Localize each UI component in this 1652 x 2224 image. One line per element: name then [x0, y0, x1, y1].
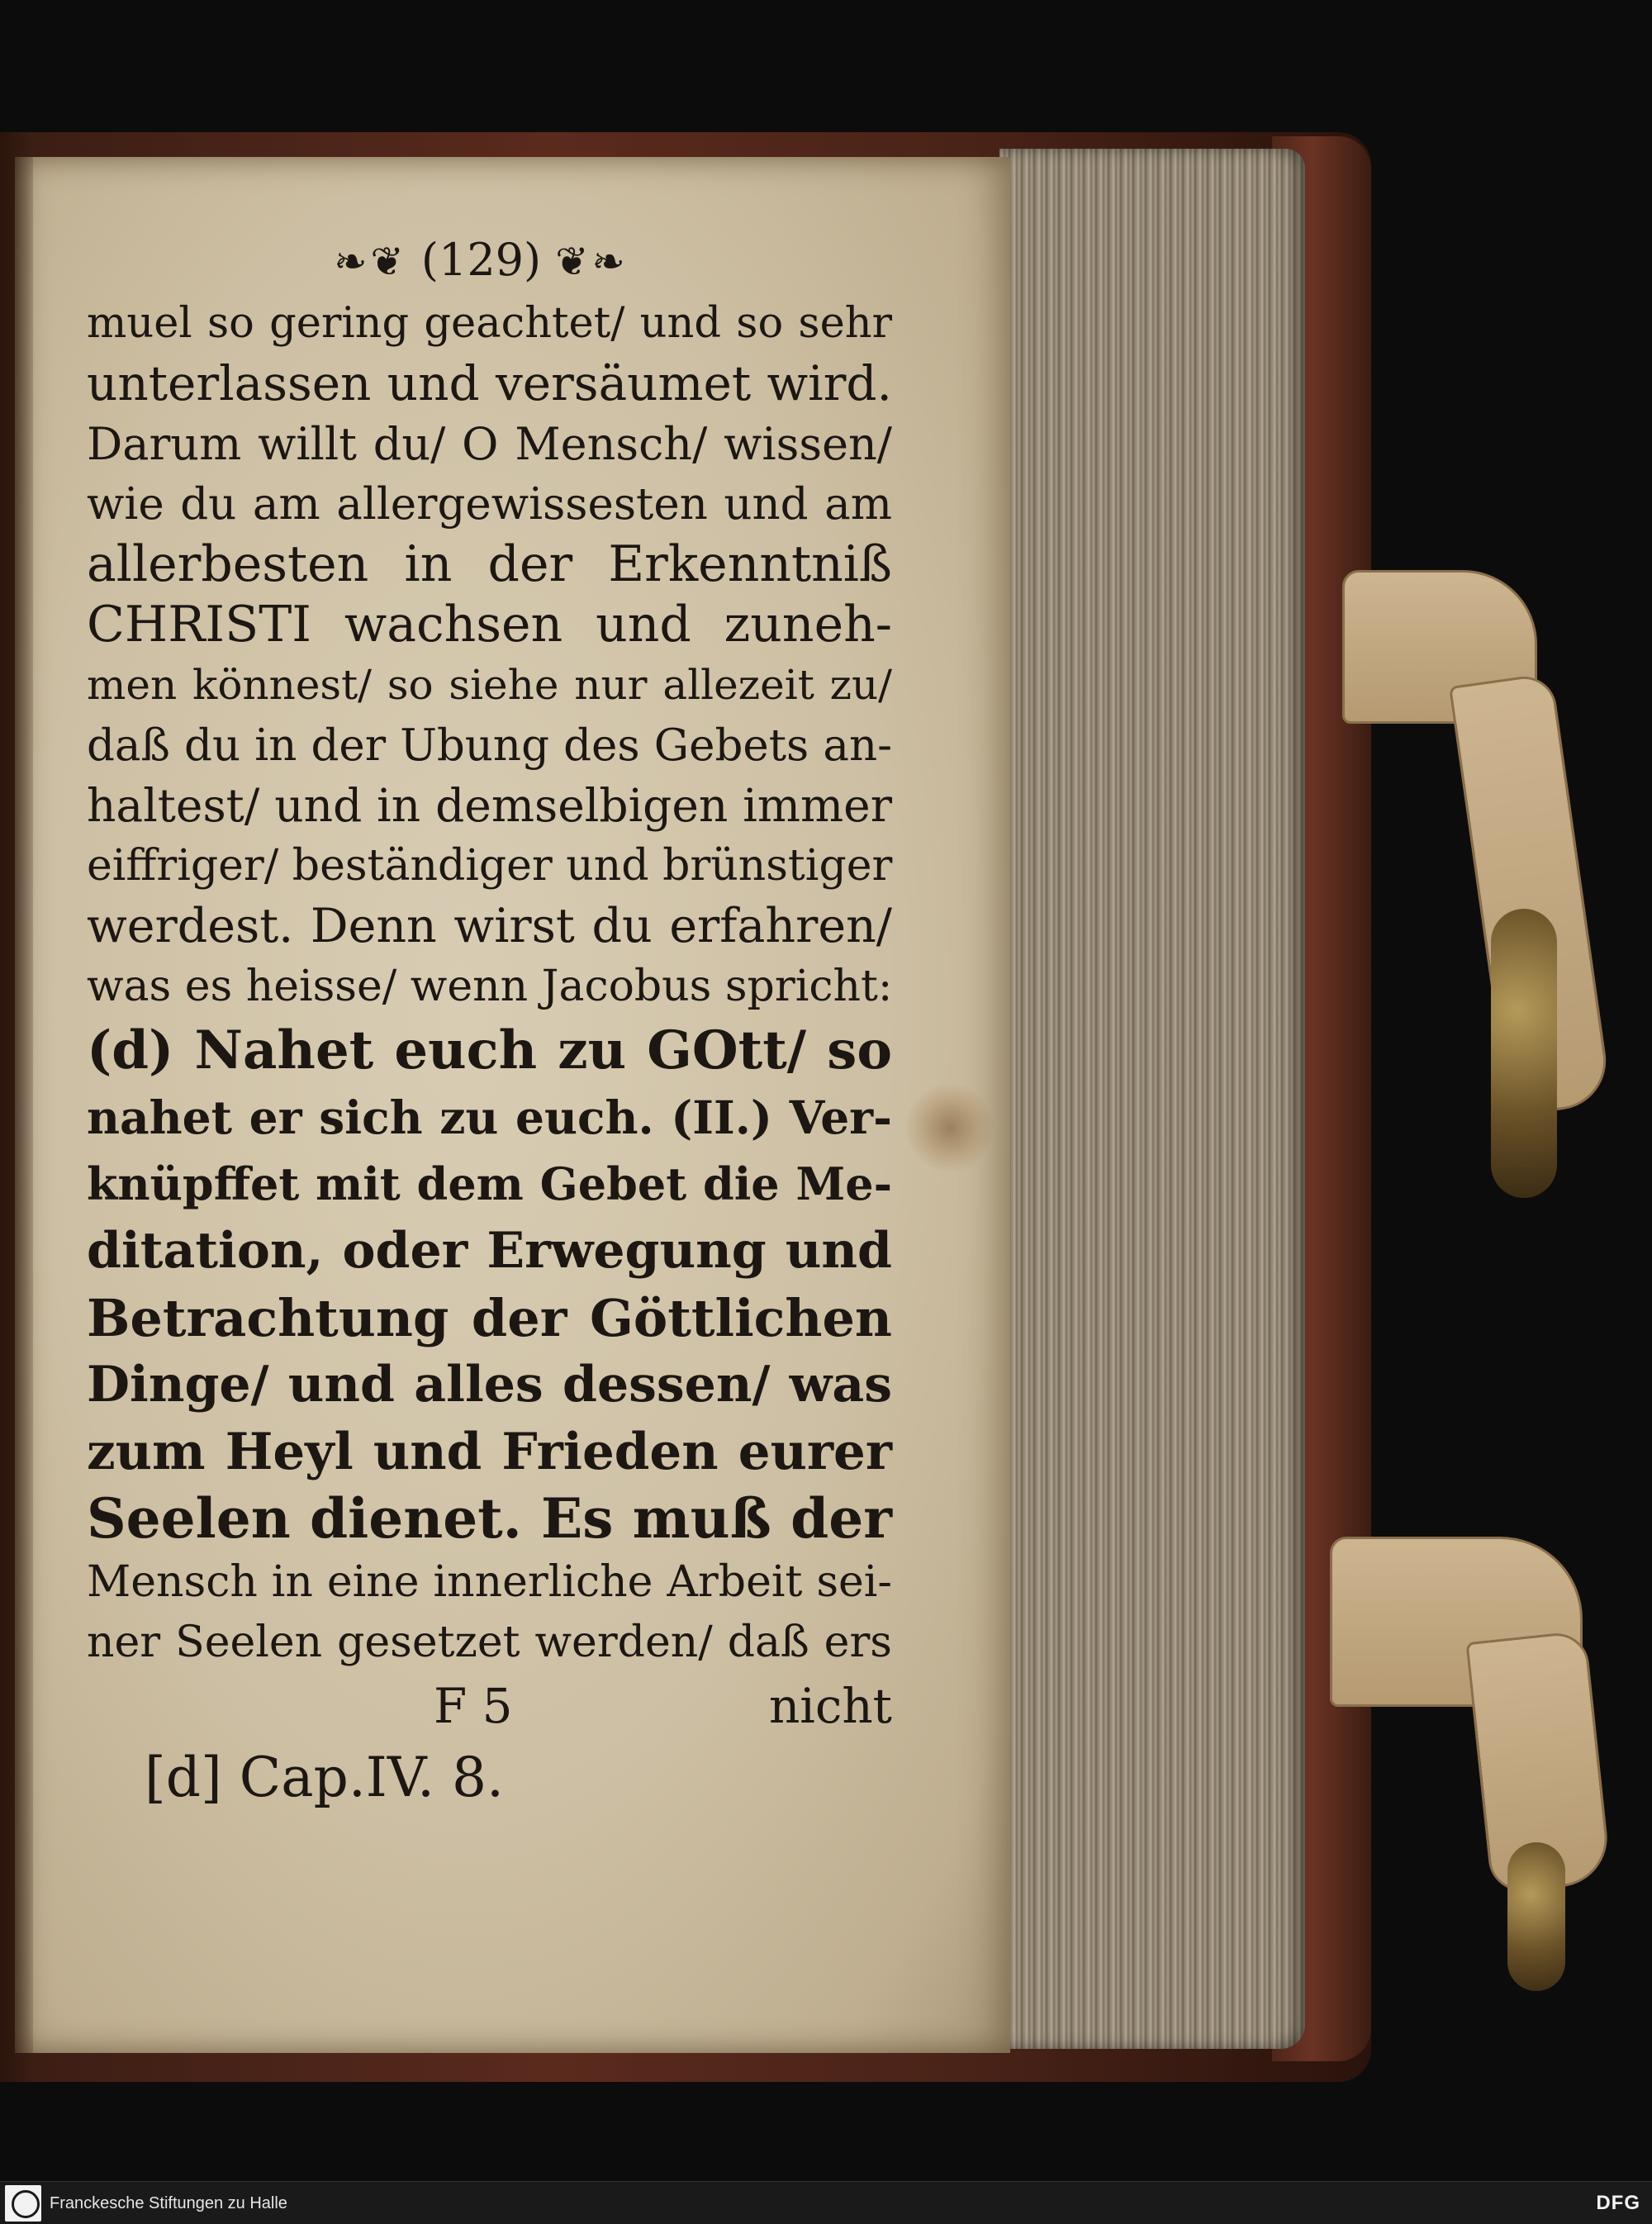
text-line-emphasis: zum Heyl und Frieden eurer: [87, 1423, 892, 1481]
text-line: muel so gering geachtet/ und so sehr: [87, 299, 892, 348]
text-line: CHRISTI wachsen und zuneh-: [87, 596, 892, 653]
credit-bar: [0, 2181, 1652, 2224]
page-fore-edge: [999, 149, 1305, 2049]
page-header: [70, 227, 892, 293]
provider-logo: DFG: [1596, 2192, 1640, 2214]
catchword: nicht: [768, 1678, 892, 1734]
gutter-shadow: [0, 132, 33, 2082]
footnote: [d] Cap.IV. 8.: [145, 1746, 504, 1809]
text-line: Darum willt du/ O Mensch/ wissen/: [87, 418, 892, 470]
text-line-emphasis: knüpffet mit dem Gebet die Me-: [87, 1157, 892, 1210]
brass-clasp-lower: [1507, 1842, 1565, 1991]
header-ornament-left: ❧❦: [334, 239, 407, 285]
text-line: was es heisse/ wenn Jacobus spricht:: [87, 962, 893, 1011]
institution-name: Franckesche Stiftungen zu Halle: [50, 2194, 287, 2212]
institution-logo-icon: [5, 2185, 41, 2222]
text-line-emphasis: nahet er sich zu euch. (II.) Ver-: [87, 1091, 892, 1144]
brass-clasp-upper: [1491, 909, 1557, 1198]
text-line: men könnest/ so siehe nur allezeit zu/: [87, 661, 892, 709]
text-line: unterlassen und versäumet wird.: [87, 355, 892, 411]
text-line-emphasis: ditation, oder Erwegung und: [87, 1222, 892, 1280]
text-line: ner Seelen gesetzet werden/ daß ers: [87, 1618, 892, 1667]
paper-stain: [904, 1082, 995, 1173]
text-line: eiffriger/ beständiger und brünstiger: [87, 841, 893, 891]
text-line-emphasis: Dinge/ und alles dessen/ was: [87, 1356, 892, 1414]
text-line: daß du in der Ubung des Gebets an-: [87, 720, 892, 771]
signature-line: [87, 1675, 892, 1737]
header-ornament-right: ❦❧: [555, 239, 629, 285]
text-line-emphasis: Seelen dienet. Es muß der: [87, 1486, 892, 1551]
text-line: wie du am allergewissesten und am: [87, 479, 892, 530]
text-line-emphasis: Betrachtung der Göttlichen: [87, 1288, 892, 1348]
text-line: werdest. Denn wirst du erfahren/: [87, 899, 892, 953]
text-line: haltest/ und in demselbigen immer: [87, 779, 892, 832]
text-line: Mensch in eine innerliche Arbeit sei-: [87, 1557, 892, 1607]
page-number: (129): [420, 234, 542, 286]
signature-mark: F 5: [434, 1678, 513, 1734]
text-line: allerbesten in der Erkenntniß: [87, 535, 892, 593]
text-line-emphasis: (d) Nahet euch zu GOtt/ so: [87, 1019, 892, 1081]
page-text: [87, 227, 892, 1815]
